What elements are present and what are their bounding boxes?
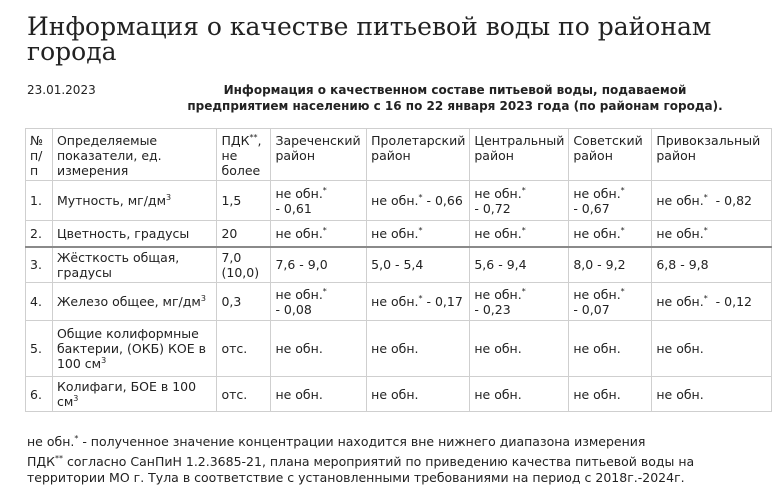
footnote-1-text: - полученное значение концентрации находится вне нижнего диапазона измерения [78, 434, 646, 449]
note-mark: * [703, 293, 708, 303]
not-detected-label: не обн. [474, 225, 522, 241]
row-num: 5. [26, 321, 53, 377]
footnote-pdk [27, 454, 767, 486]
header-district: Советский район [569, 129, 652, 181]
table-row [26, 181, 772, 221]
table-row [26, 377, 772, 412]
table-caption [170, 82, 740, 114]
row-indicator-text: Мутность, мг/дм [56, 193, 167, 208]
upper-bound: - 0,61 [275, 200, 312, 216]
note-mark: * [322, 286, 327, 296]
row-num: 6. [26, 377, 53, 412]
row-indicator [52, 221, 217, 247]
publish-date: 23.01.2023 [27, 83, 96, 97]
district-value [271, 221, 367, 247]
not-detected-label: не обн. [275, 225, 323, 241]
table-caption-line-1: Информация о качественном составе питьевой воды, подаваемой [223, 83, 687, 97]
table-body [26, 181, 772, 412]
district-value: не обн. [367, 321, 470, 377]
district-value: 6,8 - 9,8 [652, 247, 772, 283]
district-value [652, 221, 772, 247]
row-num: 2. [26, 221, 53, 247]
district-value: не обн. [569, 377, 652, 412]
footnote-not-detected [27, 434, 767, 450]
not-detected-label: не обн. [656, 294, 704, 309]
table-row [26, 283, 772, 321]
page-title: Информация о качестве питьевой воды по районам города [27, 12, 712, 66]
district-value [470, 283, 569, 321]
note-mark: * [703, 192, 708, 202]
row-indicator [52, 377, 217, 412]
row-indicator-text: Цветность, градусы [56, 225, 190, 241]
district-value: не обн. [652, 321, 772, 377]
not-detected-label: не обн. [474, 286, 522, 302]
district-value [271, 283, 367, 321]
row-indicator-text: Колифаги, БОЕ в 100 см [56, 379, 197, 409]
upper-bound: - 0,17 [426, 294, 463, 309]
row-pdk: 20 [217, 221, 271, 247]
header-pdk [217, 129, 271, 181]
note-mark: * [521, 286, 526, 296]
row-num: 1. [26, 181, 53, 221]
row-indicator-text: Железо общее, мг/дм [56, 294, 201, 309]
district-value [569, 283, 652, 321]
row-num: 4. [26, 283, 53, 321]
unit-exponent: 3 [166, 192, 172, 202]
note-mark: * [418, 225, 423, 235]
district-value: не обн. [271, 377, 367, 412]
note-mark: * [620, 185, 625, 195]
header-district: Привокзальный район [652, 129, 772, 181]
row-indicator-text: Общие колиформные бактерии, (ОКБ) КОЕ в 100 см [56, 326, 206, 371]
upper-bound: - 0,72 [474, 200, 511, 216]
footnote-1-head: не обн. [27, 434, 75, 449]
note-mark: * [620, 225, 625, 235]
note-mark: * [521, 225, 526, 235]
row-pdk: отс. [217, 377, 271, 412]
district-value: 5,6 - 9,4 [470, 247, 569, 283]
header-district: Пролетарский район [367, 129, 470, 181]
district-value: не обн. [271, 321, 367, 377]
upper-bound: - 0,23 [474, 301, 511, 317]
upper-bound: - 0,67 [573, 200, 610, 216]
water-quality-table [25, 128, 772, 412]
not-detected-label: не обн. [371, 294, 419, 309]
row-pdk: 1,5 [217, 181, 271, 221]
not-detected-label: не обн. [474, 185, 522, 201]
district-value [271, 181, 367, 221]
footnote-1-mark: * [74, 433, 79, 443]
row-indicator-text: Жёсткость общая, градусы [56, 249, 180, 280]
footnote-2-mark: ** [55, 453, 64, 463]
district-value: не обн. [470, 321, 569, 377]
table-row [26, 221, 772, 247]
note-mark: * [322, 185, 327, 195]
not-detected-label: не обн. [573, 185, 621, 201]
unit-exponent: 3 [200, 293, 206, 303]
district-value: 8,0 - 9,2 [569, 247, 652, 283]
note-mark: * [418, 192, 423, 202]
district-value [367, 181, 470, 221]
district-value: не обн. [569, 321, 652, 377]
table-caption-line-2: предприятием населению с 16 по 22 января 2023 года (по районам города). [187, 99, 723, 113]
header-pdk-mark: ** [249, 132, 258, 142]
header-pdk-tail: , не более [221, 133, 262, 178]
note-mark: * [418, 293, 423, 303]
upper-bound: - 0,08 [275, 301, 312, 317]
not-detected-label: не обн. [656, 225, 704, 241]
footnote-2-head: ПДК [27, 454, 56, 469]
row-indicator [52, 247, 217, 283]
upper-bound: - 0,12 [711, 294, 752, 309]
row-num: 3. [26, 247, 53, 283]
header-num: № п/п [26, 129, 53, 181]
district-value [367, 221, 470, 247]
row-pdk: отс. [217, 321, 271, 377]
district-value [367, 283, 470, 321]
header-indicator: Определяемые показатели, ед. измерения [52, 129, 217, 181]
unit-exponent: 3 [73, 393, 79, 403]
district-value: не обн. [652, 377, 772, 412]
not-detected-label: не обн. [573, 225, 621, 241]
unit-exponent: 3 [101, 355, 107, 365]
table-row [26, 321, 772, 377]
note-mark: * [703, 225, 708, 235]
upper-bound: - 0,82 [711, 193, 752, 208]
not-detected-label: не обн. [275, 286, 323, 302]
district-value [569, 221, 652, 247]
row-indicator [52, 181, 217, 221]
district-value: не обн. [470, 377, 569, 412]
table-header-row [26, 129, 772, 181]
not-detected-label: не обн. [371, 225, 419, 241]
row-indicator [52, 283, 217, 321]
footnotes [27, 434, 767, 486]
district-value [470, 181, 569, 221]
district-value: не обн. [367, 377, 470, 412]
district-value [652, 181, 772, 221]
district-value: 7,6 - 9,0 [271, 247, 367, 283]
row-pdk: 7,0 (10,0) [217, 247, 271, 283]
table-row [26, 247, 772, 283]
upper-bound: - 0,66 [426, 193, 463, 208]
district-value [569, 181, 652, 221]
district-value [470, 221, 569, 247]
footnote-2-text: согласно СанПиН 1.2.3685-21, плана мероприятий по приведению качества питьевой воды на территории МО г. Тула в соответствие с установленными требованиями на период с 2018г.-2024г. [27, 454, 695, 485]
not-detected-label: не обн. [656, 193, 704, 208]
not-detected-label: не обн. [371, 193, 419, 208]
note-mark: * [521, 185, 526, 195]
district-value: 5,0 - 5,4 [367, 247, 470, 283]
header-pdk-label: ПДК [221, 133, 250, 148]
header-district: Зареченский район [271, 129, 367, 181]
upper-bound: - 0,07 [573, 301, 610, 317]
row-indicator [52, 321, 217, 377]
header-district: Центральный район [470, 129, 569, 181]
not-detected-label: не обн. [573, 286, 621, 302]
not-detected-label: не обн. [275, 185, 323, 201]
note-mark: * [620, 286, 625, 296]
row-pdk: 0,3 [217, 283, 271, 321]
district-value [652, 283, 772, 321]
note-mark: * [322, 225, 327, 235]
